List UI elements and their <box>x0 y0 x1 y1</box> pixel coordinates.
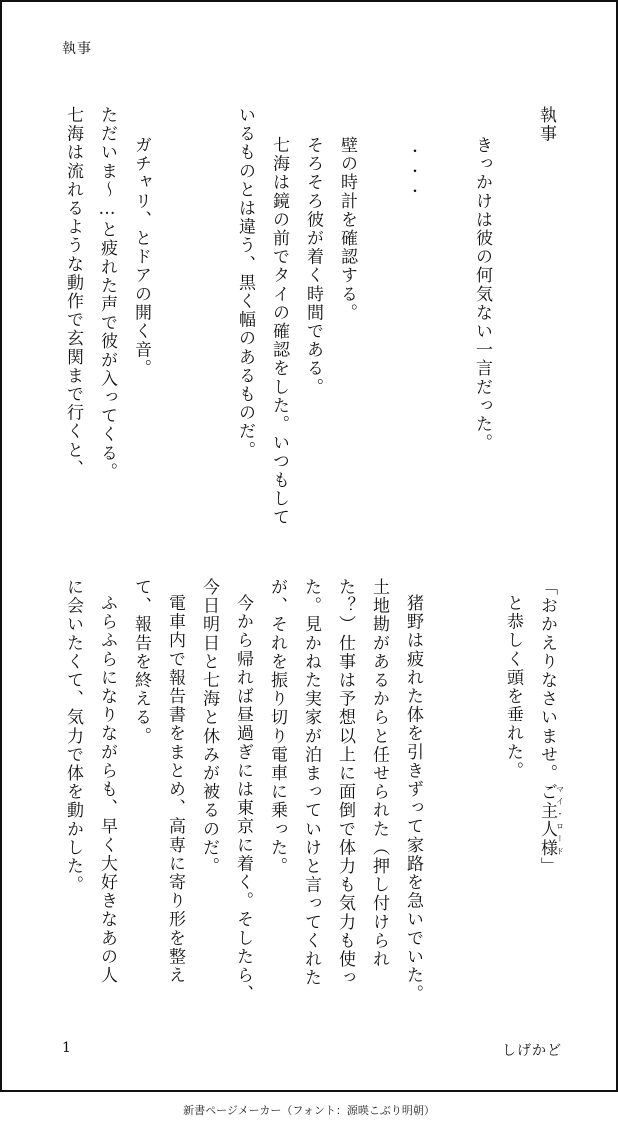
running-title: 執事 <box>62 41 92 57</box>
text-line: 土地勘があるからと任せられた（押し付けられ <box>369 578 389 969</box>
page-number: 1 <box>62 1040 71 1056</box>
text-line: に会いたくて、気力で体を動かした。 <box>63 578 83 895</box>
text-line: ふらふらになりながらも、早く大好きなあの人 <box>97 594 117 985</box>
text-line: きっかけは彼の何気ない一言だった。 <box>472 136 492 453</box>
text-line: た？）仕事は予想以上に面倒で体力も気力も使っ <box>335 578 355 988</box>
text-line: ガチャリ、とドアの開く音。 <box>131 136 151 378</box>
text-line: 電車内で報告書をまとめ、高専に寄り形を整え <box>165 594 185 985</box>
text-line: ただいま〜…と疲れた声で彼が入ってくる。 <box>97 106 117 481</box>
text-line: 壁の時計を確認する。 <box>337 136 357 322</box>
text-line: 七海は鏡の前でタイの確認をした。いつもして <box>269 136 289 527</box>
generator-caption: 新書ページメーカー（フォント：源暎こぶり明朝） <box>183 1104 435 1117</box>
text-line: 今日明日と七海と休みが被るのだ。 <box>199 578 219 876</box>
text-line: 今から帰れば昼過ぎには東京に着く。そしたら、 <box>233 594 253 1004</box>
text-line: 猪野は疲れた体を引きずって家路を急いでいた。 <box>403 594 423 1004</box>
text-line: そろそろ彼が着く時間である。 <box>303 136 323 397</box>
text-line: いるものとは違う、黒く幅のあるものだ。 <box>235 106 255 460</box>
text-line: て、報告を終える。 <box>131 578 151 746</box>
text-line: た。見かねた実家が泊まっていけと言ってくれた <box>301 578 321 988</box>
text-line-quote: 「おかえりなさいませ。ご主人様マイ・ロード」 <box>537 578 565 876</box>
text-line: が、それを振り切り電車に乗った。 <box>267 578 287 876</box>
author-name: しげかど <box>502 1043 562 1059</box>
scene-separator: ・・・ <box>406 144 422 204</box>
text-line: と恭しく頭を垂れた。 <box>503 594 523 780</box>
text-line: 七海は流れるような動作で玄関まで行くと、 <box>63 106 83 478</box>
chapter-title: 執事 <box>536 106 556 144</box>
